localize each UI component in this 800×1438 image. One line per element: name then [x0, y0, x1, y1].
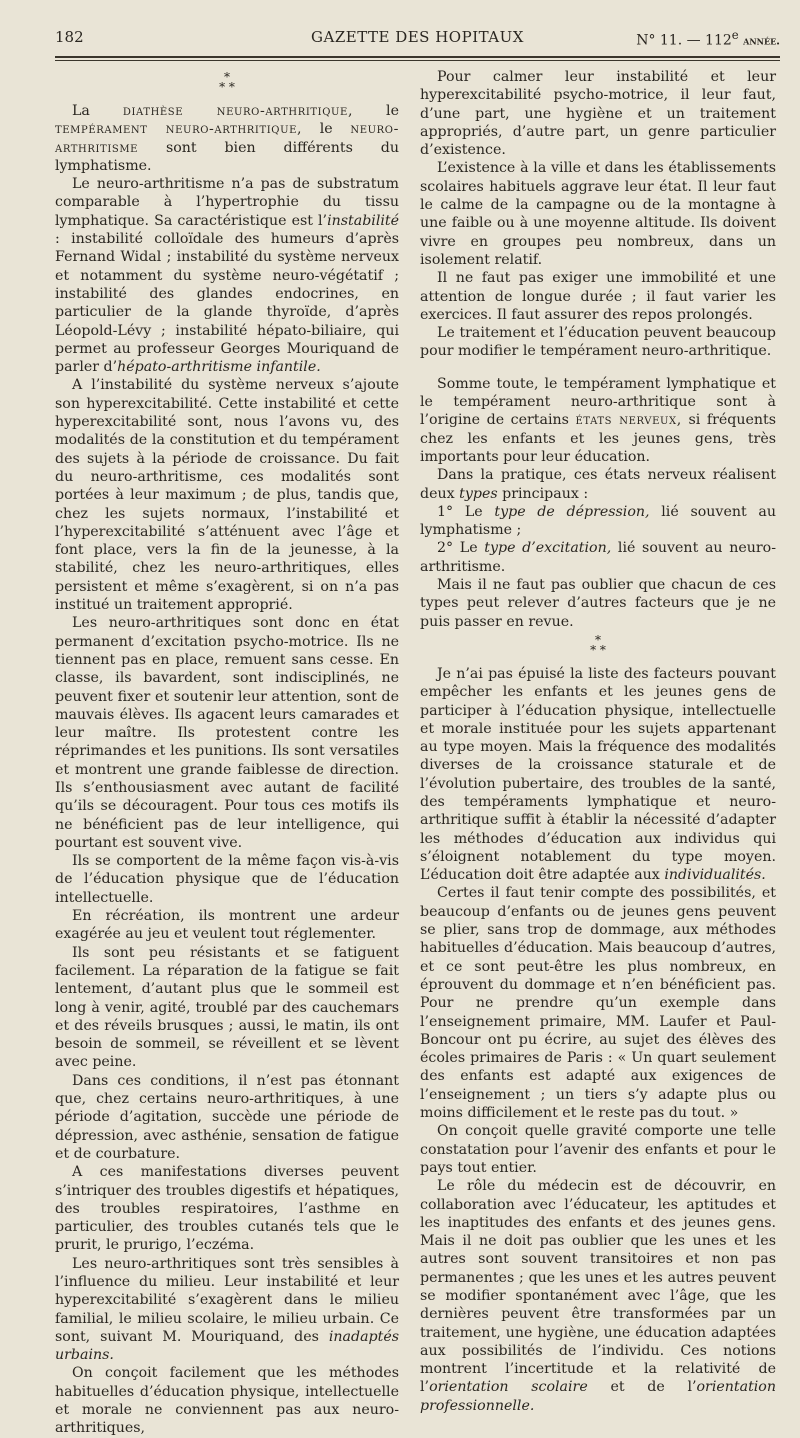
issue-year-label: année. — [743, 34, 780, 48]
paragraph: En récréation, ils montrent une ardeur exagérée au jeu et veulent tout réglementer. — [55, 908, 399, 943]
paragraph: Certes il faut tenir compte des possibilités, et beaucoup d’enfants ou de jeunes gens peuvent se plier, sans trop de dommage, aux méthodes habituelles d’éducation. Mais beaucoup d’autres, et ce sont peut-être les plus nombreux, en éprouvent du dommage et n’en bénéficient pas. Pour ne prendre qu’un exemple dans l’enseignement primaire, MM. Laufer et Paul-Boncour ont pu écrire, au sujet des élèves des écoles primaires de Paris : « Un quart seulement des enfants est adapté aux exigences de l’enseignement ; un tiers s’y adapte plus ou moins difficilement et le reste pas du tout. » — [420, 885, 776, 1122]
separator-star-bottom: * * — [219, 80, 235, 94]
paragraph: Le rôle du médecin est de découvrir, en collaboration avec l’éducateur, les aptitudes et les inaptitudes des enfants et des jeunes gens. Mais il ne doit pas oublier que les unes et les autres sont souvent transitoires et non pas permanentes ; que les unes et les autres peuvent se modifier spontanément avec l’âge, que les dernières peuvent être transformées par un traitement, une hygiène, une éducation adaptées aux possibilités de l’individu. Ces notions montrent l’incertitude et la relativité de l’orientation scolaire et de l’orientation professionnelle. — [420, 1178, 776, 1414]
paragraph: Dans la pratique, ces états nerveux réalisent deux types principaux : — [420, 467, 776, 502]
paragraph-gap — [420, 361, 776, 375]
issue-info — [636, 28, 780, 49]
journal-title: GAZETTE DES HOPITAUX — [311, 28, 524, 46]
issue-superscript: e — [731, 28, 739, 42]
page-number: 182 — [55, 28, 84, 46]
separator-star-top: * — [595, 632, 601, 647]
paragraph: Le neuro-arthritisme n’a pas de substratum comparable à l’hypertrophie du tissu lymphatique. Sa caractéristique est l’instabilité : instabilité colloïdale des humeurs d’après Fernand Widal ; instabilité du système nerveux et notamment du système neuro-végétatif ; instabilité des glandes endocrines, en particulier de la glande thyroïde, d’après Léopold-Lévy ; instabilité hépato-biliaire, qui permet au professeur Georges Mouriquand de parler d’hépato-arthritisme infantile. — [55, 176, 399, 376]
header-rule-thin — [55, 60, 780, 61]
paragraph: A l’instabilité du système nerveux s’ajoute son hyperexcitabilité. Cette instabilité et cette hyperexcitabilité sont, nous l’avons vu, des modalités de la constitution et du tempérament des sujets à la période de croissance. Du fait du neuro-arthritisme, ces modalités sont portées à leur maximum ; de plus, tandis que, chez les sujets normaux, l’instabilité et l’hyperexcitabilité s’atténuent avec l’âge et font place, vers la fin de la jeunesse, à la stabilité, chez les neuro-arthritiques, elles persistent et même s’exagèrent, si on n’a pas institué un traitement approprié. — [55, 377, 399, 614]
paragraph: Je n’ai pas épuisé la liste des facteurs pouvant empêcher les enfants et les jeunes gens de participer à l’éducation physique, intellectuelle et morale instituée pour les sujets appartenant au type moyen. Mais la fréquence des modalités diverses de la croissance staturale et de l’évolution pubertaire, des troubles de la santé, des tempéraments lymphatique et neuro-arthritique suffit à établir la nécessité d’adapter les méthodes d’éducation aux individus qui s’éloignent notablement du type moyen. L’éducation doit être adaptée aux individualités. — [420, 665, 776, 884]
paragraph: Ils se comportent de la même façon vis-à-vis de l’éducation physique que de l’éducation intellectuelle. — [55, 853, 399, 906]
paragraph: Les neuro-arthritiques sont donc en état permanent d’excitation psycho-motrice. Ils ne tiennent pas en place, remuent sans cesse. En classe, ils bavardent, sont indisciplinés, ne peuvent fixer et soutenir leur attention, sont de mauvais élèves. Ils agacent leurs camarades et leur maître. Ils protestent contre les réprimandes et les punitions. Ils sont versatiles et montrent une grande faiblesse de direction. Ils s’enthousiasment avec autant de facilité qu’ils se découragent. Pour tous ces motifs ils ne bénéficient pas de leur intelligence, qui pourtant est souvent vive. — [55, 615, 399, 851]
running-header — [55, 28, 780, 54]
paragraph: A ces manifestations diverses peuvent s’intriquer des troubles digestifs et hépatiques, des troubles respiratoires, l’asthme en particulier, des troubles cutanés tels que le prurit, le prurigo, l’eczéma. — [55, 1164, 399, 1254]
paragraph: Les neuro-arthritiques sont très sensibles à l’influence du milieu. Leur instabilité et leur hyperexcitabilité s’exagèrent dans le milieu familial, le milieu scolaire, le milieu urbain. Ce sont, suivant M. Mouriquand, des inadaptés urbains. — [55, 1255, 399, 1364]
separator-star-top: * — [224, 70, 230, 84]
paragraph: Il ne faut pas exiger une immobilité et une attention de longue durée ; il faut varier les exercices. Il faut assurer des repos prolongés. — [420, 270, 776, 323]
paragraph: L’existence à la ville et dans les établissements scolaires habituels aggrave leur état. Il leur faut le calme de la campagne ou de la montagne à une faible ou à une moyenne altitude. Ils doivent vivre en groupes peu nombreux, dans un isolement relatif. — [420, 160, 776, 268]
paragraph: Pour calmer leur instabilité et leur hyperexcitabilité psycho-motrice, il leur faut, d’une part, une hygiène et un traitement appropriés, d’autre part, un genre particulier d’existence. — [420, 69, 776, 159]
paragraph: Ils sont peu résistants et se fatiguent facilement. La réparation de la fatigue se fait lentement, d’autant plus que le sommeil est long à venir, agité, troublé par des cauchemars et des réveils brusques ; aussi, le matin, ils ont besoin de sommeil, se réveillent et se lèvent avec peine. — [55, 944, 399, 1071]
separator-star-bottom: * * — [590, 642, 606, 657]
paragraph: Dans ces conditions, il n’est pas étonnant que, chez certains neuro-arthritiques, à une période d’agitation, succède une période de dépression, avec asthénie, sensation de fatigue et de courbature. — [55, 1072, 399, 1162]
paragraph: Somme toute, le tempérament lymphatique et le tempérament neuro-arthritique sont à l’origine de certains états nerveux, si fréquents chez les enfants et les jeunes gens, très importants pour leur éducation. — [420, 375, 776, 465]
header-rule — [55, 56, 780, 58]
section-separator — [420, 632, 776, 657]
paragraph: Mais il ne faut pas oublier que chacun de ces types peut relever d’autres facteurs que je ne puis passer en revue. — [420, 577, 776, 630]
section-separator — [55, 72, 399, 92]
paragraph: La diathèse neuro-arthritique, le tempérament neuro-arthritique, le neuro-arthritisme sont bien différents du lymphatisme. — [55, 103, 399, 174]
paragraph: On conçoit facilement que les méthodes habituelles d’éducation physique, intellectuelle et morale ne conviennent pas aux neuro-arthritiques, — [55, 1365, 399, 1437]
issue-number: N° 11. — 112 — [636, 32, 732, 49]
paragraph: 2° Le type d’excitation, lié souvent au neuro-arthritisme. — [420, 540, 776, 575]
paragraph: 1° Le type de dépression, lié souvent au lymphatisme ; — [420, 503, 776, 539]
left-column — [55, 68, 399, 1438]
paragraph: Le traitement et l’éducation peuvent beaucoup pour modifier le tempérament neuro-arthritique. — [420, 325, 776, 360]
paragraph: On conçoit quelle gravité comporte une telle constatation pour l’avenir des enfants et pour le pays tout entier. — [420, 1123, 776, 1176]
right-column — [420, 68, 776, 1415]
